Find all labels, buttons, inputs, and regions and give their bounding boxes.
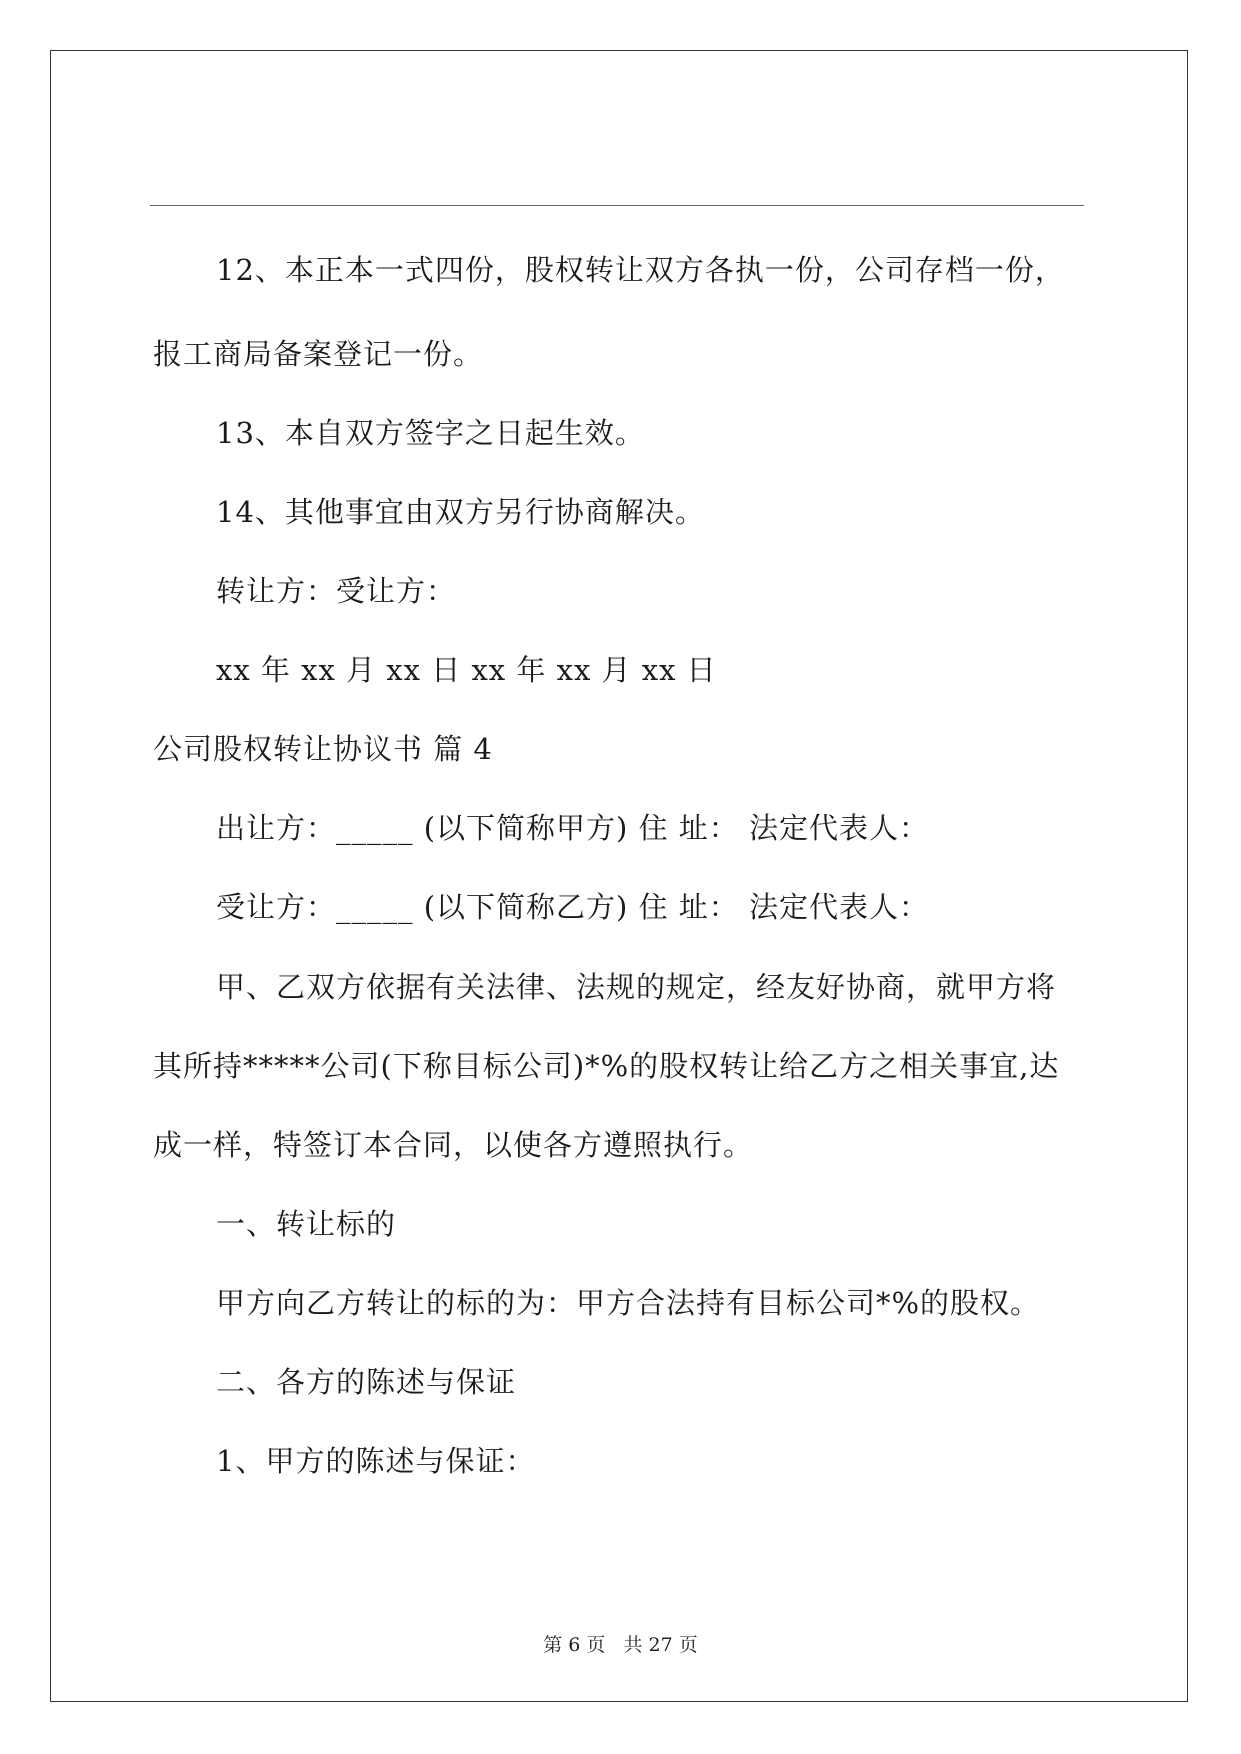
- page-total: 共 27 页: [623, 1634, 698, 1656]
- paragraph-line: 12、本正本一式四份，股权转让双方各执一份，公司存档一份，: [216, 253, 1065, 287]
- page-footer: [0, 1633, 1241, 1657]
- paragraph-line: 一、转让标的: [216, 1207, 397, 1241]
- section-heading: 公司股权转让协议书 篇 4: [153, 732, 493, 766]
- paragraph-line: 转让方：受让方：: [216, 574, 457, 608]
- paragraph-line: 甲方向乙方转让的标的为：甲方合法持有目标公司*%的股权。: [216, 1286, 1041, 1320]
- page-number: 第 6 页: [543, 1634, 606, 1656]
- paragraph-line: 1、甲方的陈述与保证：: [216, 1444, 536, 1478]
- paragraph-line: 报工商局备案登记一份。: [153, 337, 484, 371]
- paragraph-line: 受让方：_____ (以下简称乙方) 住 址： 法定代表人：: [216, 890, 930, 924]
- paragraph-line: xx 年 xx 月 xx 日 xx 年 xx 月 xx 日: [216, 653, 717, 687]
- paragraph-line: 甲、乙双方依据有关法律、法规的规定，经友好协商，就甲方将: [216, 970, 1057, 1004]
- header-rule: [150, 205, 1084, 206]
- paragraph-line: 14、其他事宜由双方另行协商解决。: [216, 495, 705, 529]
- paragraph-line: 二、各方的陈述与保证: [216, 1365, 517, 1399]
- paragraph-line: 成一样，特签订本合同，以使各方遵照执行。: [153, 1128, 754, 1162]
- paragraph-line: 13、本自双方签字之日起生效。: [216, 416, 645, 450]
- paragraph-line: 其所持*****公司(下称目标公司)*%的股权转让给乙方之相关事宜,达: [153, 1049, 1060, 1083]
- paragraph-line: 出让方：_____ (以下简称甲方) 住 址： 法定代表人：: [216, 811, 930, 845]
